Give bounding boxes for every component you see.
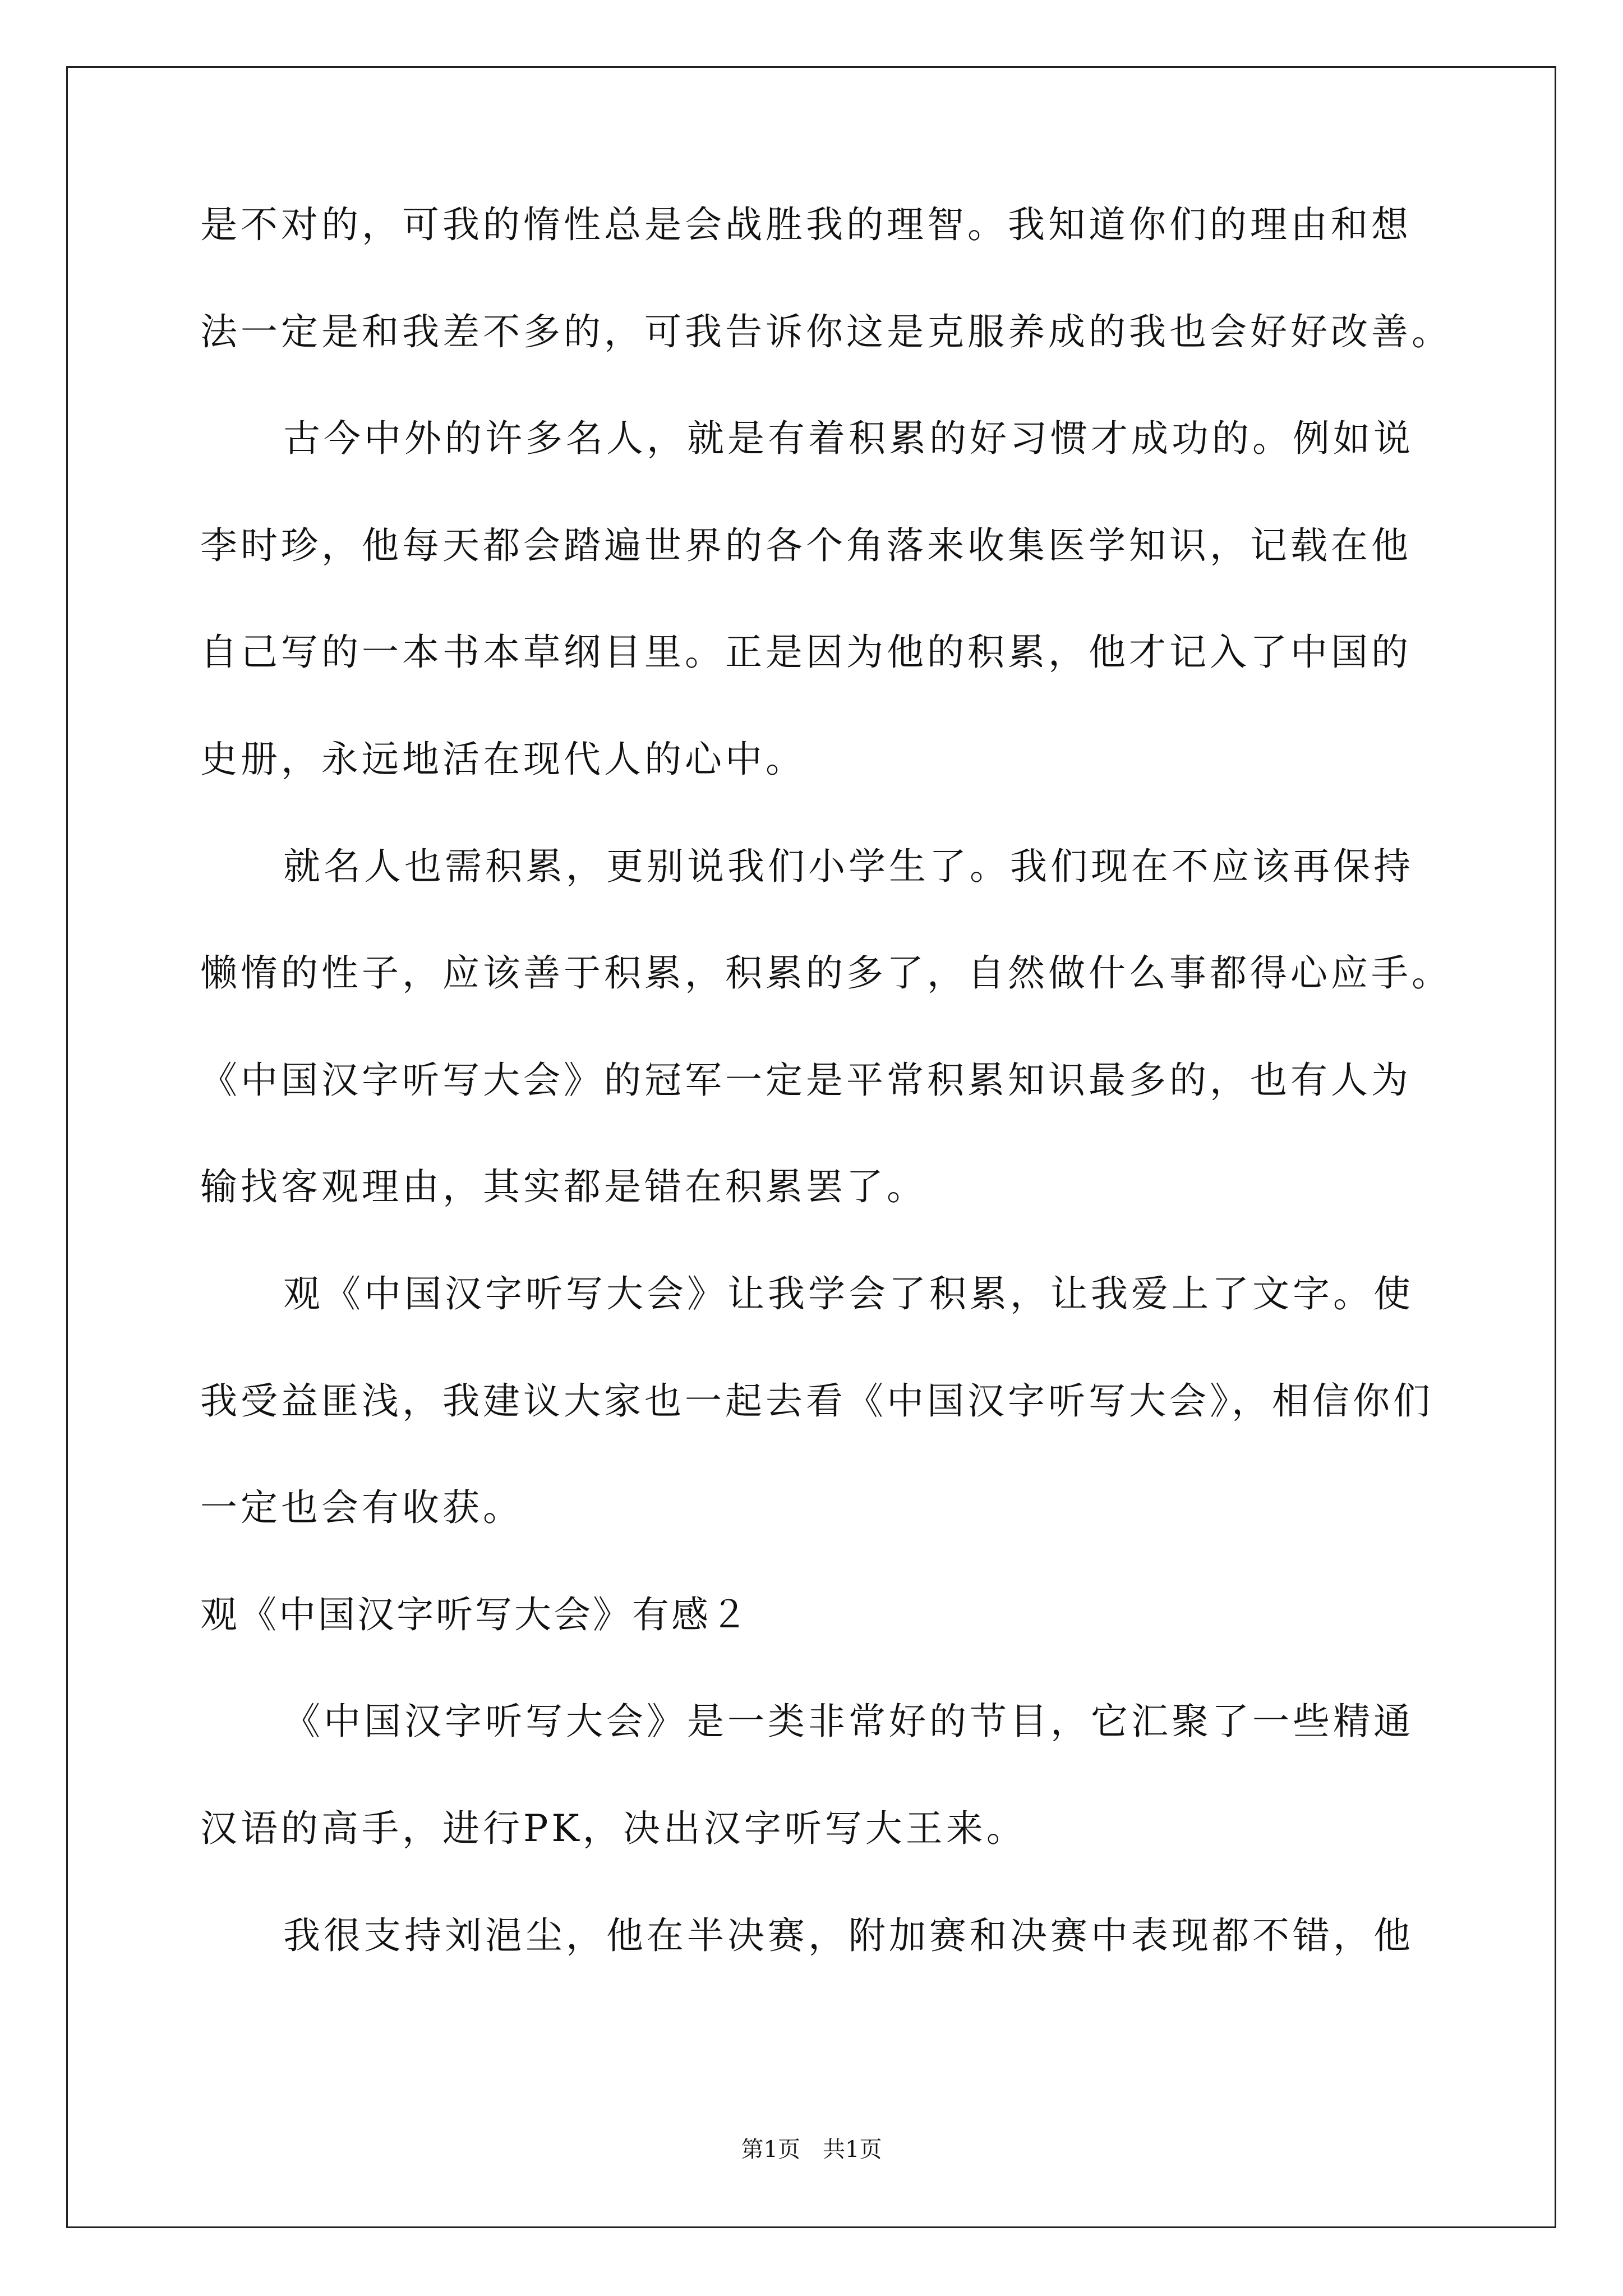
text-line: 《中国汉字听写大会》的冠军一定是平常积累知识最多的，也有人为 [200, 1058, 1412, 1102]
text-line: 是不对的，可我的惰性总是会战胜我的理智。我知道你们的理由和想 [200, 203, 1412, 246]
paragraph-start: 就名人也需积累，更别说我们小学生了。我们现在不应该再保持 [283, 844, 1414, 888]
text-line: 汉语的高手，进行PK，决出汉字听写大王来。 [200, 1806, 1027, 1850]
text-line: 输找客观理由，其实都是错在积累罢了。 [200, 1165, 927, 1209]
paragraph-start: 我很支持刘浥尘，他在半决赛，附加赛和决赛中表现都不错，他 [283, 1913, 1414, 1957]
text-line: 史册，永远地活在现代人的心中。 [200, 737, 806, 781]
document-body [200, 203, 1452, 2024]
text-line: 一定也会有收获。 [200, 1486, 523, 1530]
text-line: 懒惰的性子，应该善于积累，积累的多了，自然做什么事都得心应手。 [200, 951, 1452, 995]
section-title: 观《中国汉字听写大会》有感２ [200, 1593, 750, 1636]
text-line: 我受益匪浅，我建议大家也一起去看《中国汉字听写大会》，相信你们 [200, 1379, 1433, 1423]
text-line: 李时珍，他每天都会踏遍世界的各个角落来收集医学知识，记载在他 [200, 523, 1412, 567]
page-footer: 第1页 共1页 [741, 2137, 882, 2162]
paragraph-start: 《中国汉字听写大会》是一类非常好的节目，它汇聚了一些精通 [283, 1700, 1414, 1743]
text-line: 法一定是和我差不多的，可我告诉你这是克服养成的我也会好好改善。 [200, 310, 1452, 353]
text-line: 自己写的一本书本草纲目里。正是因为他的积累，他才记入了中国的 [200, 631, 1412, 674]
paragraph-start: 观《中国汉字听写大会》让我学会了积累，让我爱上了文字。使 [283, 1272, 1414, 1315]
paragraph-start: 古今中外的许多名人，就是有着积累的好习惯才成功的。例如说 [283, 417, 1414, 461]
